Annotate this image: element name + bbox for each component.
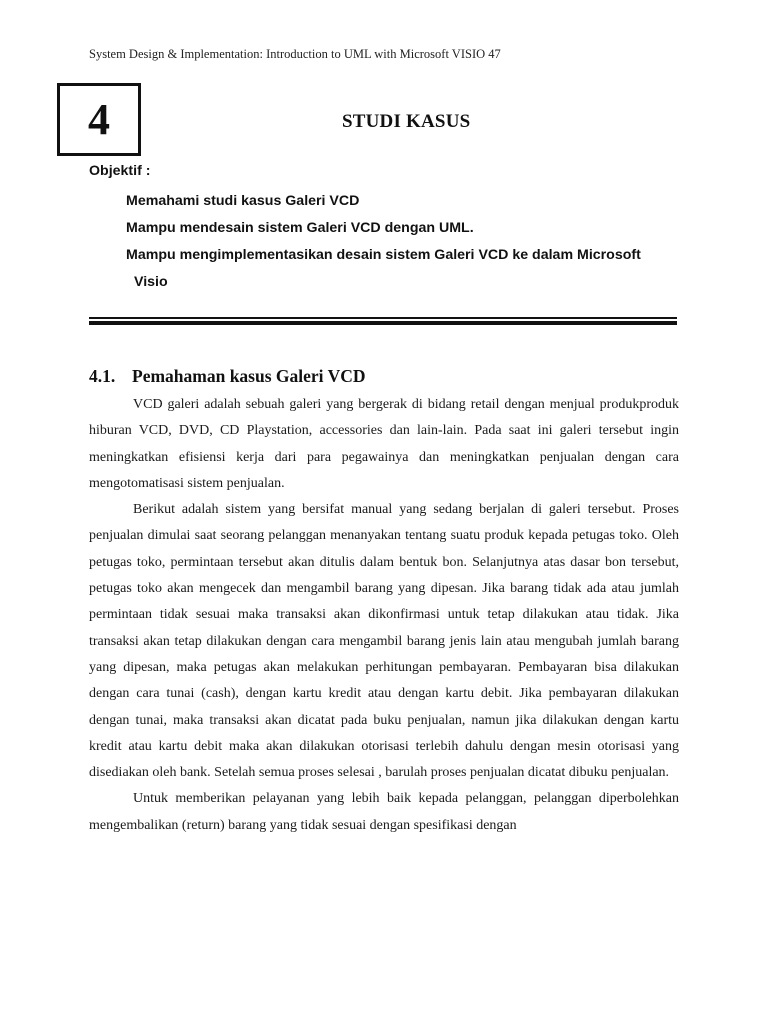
chapter-number-box [57,83,141,156]
double-rule-divider [89,317,677,325]
section-heading [89,366,366,387]
section-title: Pemahaman kasus Galeri VCD [132,366,366,386]
body-paragraph: Berikut adalah sistem yang bersifat manual yang sedang berjalan di galeri tersebut. Proses penjualan dimulai saat seorang pelanggan menanyakan tentang suatu produk kepada petugas toko. Oleh petugas toko, permintaan tersebut akan ditulis dalam bentuk bon. Selanjutnya atas dasar bon tersebut, petugas toko akan mengecek dan mengambil barang yang dipesan. Jika barang tidak ada atau jumlah permintaan tidak sesuai maka transaksi akan dikonfirmasi untuk tetap dilakukan atau tidak. Jika transaksi akan tetap dilakukan dengan cara mengambil barang jenis lain atau mengubah jumlah barang yang dipesan, maka petugas akan melakukan perhitungan pembayaran. Pembayaran bisa dilakukan dengan cara tunai (cash), dengan kartu kredit atau dengan kartu debit. Jika pembayaran dilakukan dengan tunai, maka transaksi akan dicatat pada buku penjualan, namun jika dilakukan dengan kartu kredit atau kartu debit maka akan dilakukan otorisasi terlebih dahulu dengan mesin otorisasi yang disediakan oleh bank. Setelah semua proses selesai , barulah proses penjualan dicatat dibuku penjualan. [89,502,679,781]
chapter-title: STUDI KASUS [342,111,471,132]
rule-thick-line [89,321,677,325]
body-text [89,392,679,839]
objective-item: Memahami studi kasus Galeri VCD [126,193,360,209]
chapter-number: 4 [88,95,110,144]
objectives-section [89,162,689,296]
objective-item: Mampu mendesain sistem Galeri VCD dengan UML. [126,220,474,236]
section-number: 4.1. [89,366,116,386]
objective-item [126,242,689,296]
objectives-label: Objektif : [89,163,151,179]
rule-thin-line [89,317,677,319]
body-paragraph: Untuk memberikan pelayanan yang lebih baik kepada pelanggan, pelanggan diperbolehkan mengembalikan (return) barang yang tidak sesuai dengan spesifikasi dengan [89,791,679,833]
objective-item-text: Mampu mengimplementasikan desain sistem Galeri VCD ke dalam Microsoft [126,247,641,263]
objectives-list [89,188,689,296]
running-header: System Design & Implementation: Introduction to UML with Microsoft VISIO 47 [89,47,501,61]
objective-item-continuation: Visio [134,274,168,290]
body-paragraph: VCD galeri adalah sebuah galeri yang bergerak di bidang retail dengan menjual produkproduk hiburan VCD, DVD, CD Playstation, accessories dan lain-lain. Pada saat ini galeri tersebut ingin meningkatkan efisiensi kerja dari para pegawainya dan meningkatkan penjualan dengan cara mengotomatisasi sistem penjualan. [89,397,679,491]
